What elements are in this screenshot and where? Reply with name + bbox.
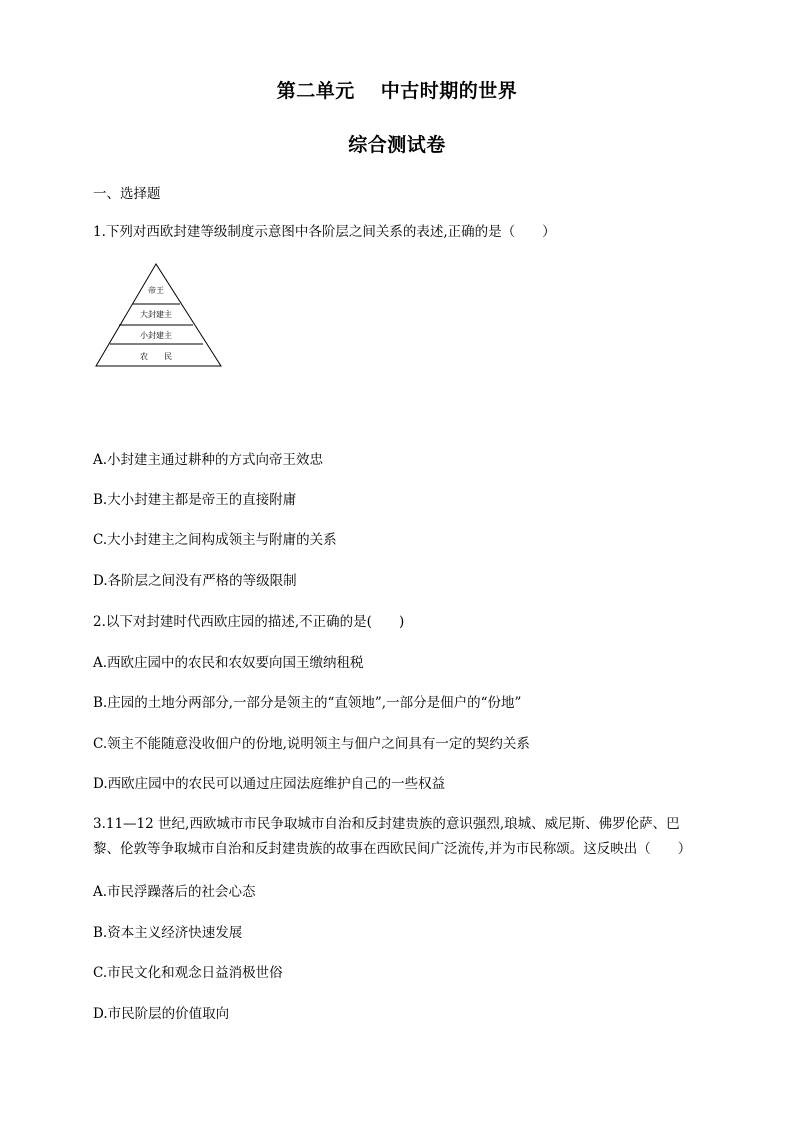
question-2-option-c: C.领主不能随意没收佃户的份地,说明领主与佃户之间具有一定的契约关系 (93, 736, 530, 752)
section-heading: 一、选择题 (93, 186, 161, 202)
question-1-stem: 1.下列对西欧封建等级制度示意图中各阶层之间关系的表述,正确的是（ ） (93, 224, 556, 240)
unit-label: 第二单元 (276, 80, 355, 102)
unit-topic: 中古时期的世界 (380, 80, 518, 102)
question-1-option-a: A.小封建主通过耕种的方式向帝王效忠 (93, 452, 324, 468)
page-title (0, 76, 794, 103)
question-3-option-d: D.市民阶层的价值取向 (93, 1006, 230, 1022)
pyramid-level-lesser-lords: 小封建主 (140, 331, 172, 340)
pyramid-level-peasants: 农 民 (140, 352, 172, 361)
page-subtitle: 综合测试卷 (348, 134, 446, 156)
question-3-option-b: B.资本主义经济快速发展 (93, 925, 243, 941)
question-3-option-a: A.市民浮躁落后的社会心态 (93, 884, 256, 900)
question-2-option-b: B.庄园的土地分两部分,一部分是领主的“直领地”,一部分是佃户的“份地” (93, 695, 522, 711)
pyramid-level-emperor: 帝王 (148, 286, 164, 295)
question-1-option-d: D.各阶层之间没有严格的等级限制 (93, 573, 297, 589)
feudal-hierarchy-pyramid (93, 262, 225, 368)
question-2-option-a: A.西欧庄园中的农民和农奴要向国王缴纳租税 (93, 655, 364, 671)
question-3-option-c: C.市民文化和观念日益消极世俗 (93, 965, 283, 981)
question-1-option-b: B.大小封建主都是帝王的直接附庸 (93, 492, 297, 508)
pyramid-level-great-lords: 大封建主 (140, 310, 172, 319)
question-3-stem: 3.11—12 世纪,西欧城市市民争取城市自治和反封建贵族的意识强烈,琅城、威尼斯、佛罗伦萨、巴黎、伦敦等争取城市自治和反封建贵族的故事在西欧民间广泛流传,并为市民称颂。这反映出（ ） (93, 816, 692, 857)
question-1-option-c: C.大小封建主之间构成领主与附庸的关系 (93, 532, 337, 548)
question-2-stem: 2.以下对封建时代西欧庄园的描述,不正确的是( ) (93, 614, 405, 630)
question-2-option-d: D.西欧庄园中的农民可以通过庄园法庭维护自己的一些权益 (93, 776, 446, 792)
